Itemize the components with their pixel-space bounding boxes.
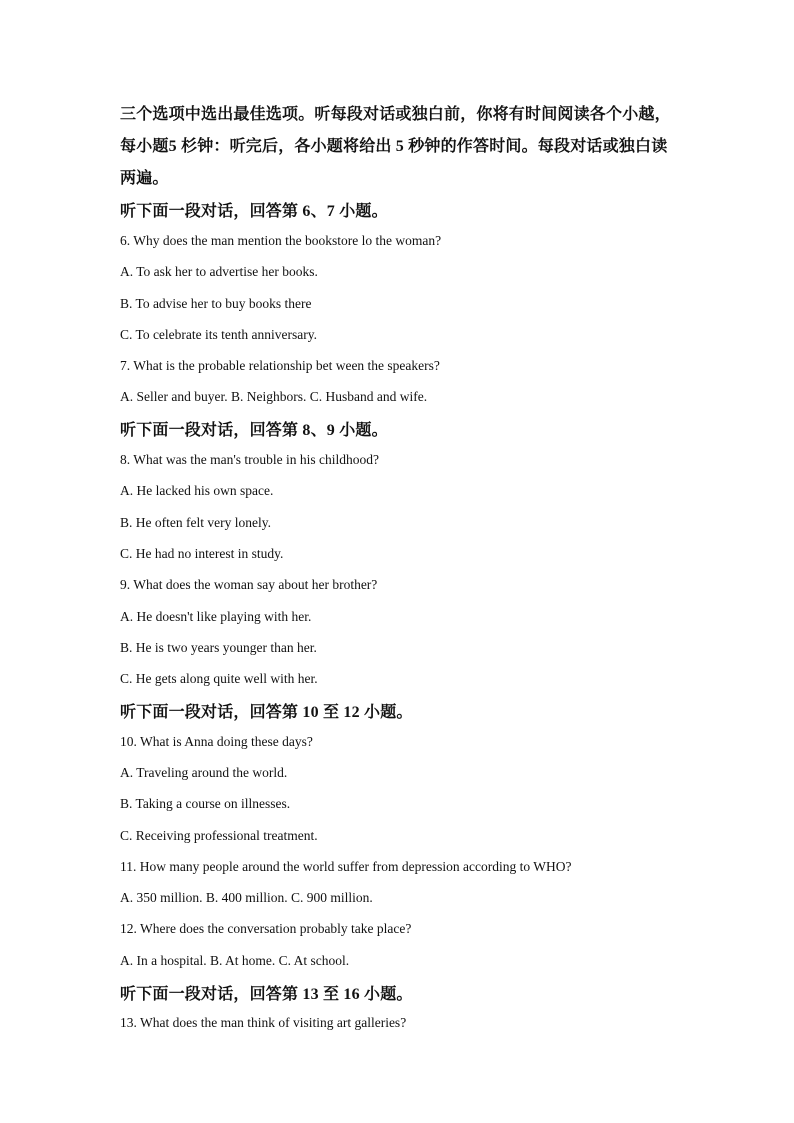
question-text: 7. What is the probable relationship bet ween the speakers? [120, 358, 440, 374]
question-text: 13. What does the man think of visiting art galleries? [120, 1015, 407, 1031]
section-instructions [120, 99, 680, 195]
answer-options-inline: A. 350 million. B. 400 million. C. 900 million. [120, 890, 373, 906]
dialogue-heading: 听下面一段对话，回答第 6、7 小题。 [120, 203, 388, 221]
instruction-line: 两遍。 [120, 170, 169, 187]
dialogue-heading: 听下面一段对话，回答第 8、9 小题。 [120, 422, 388, 440]
question-text: 8. What was the man's trouble in his childhood? [120, 452, 380, 468]
answer-option: C. Receiving professional treatment. [120, 827, 318, 843]
question-list [120, 194, 680, 1039]
dialogue-heading: 听下面一段对话，回答第 13 至 16 小题。 [120, 985, 413, 1003]
answer-options-inline: A. Seller and buyer. B. Neighbors. C. Husband and wife. [120, 389, 428, 405]
answer-options-inline: A. In a hospital. B. At home. C. At school. [120, 952, 350, 968]
answer-option: C. To celebrate its tenth anniversary. [120, 326, 317, 342]
answer-option: A. He doesn't like playing with her. [120, 608, 312, 624]
answer-option: C. He had no interest in study. [120, 545, 284, 561]
answer-option: B. He often felt very lonely. [120, 514, 271, 530]
answer-option: A. He lacked his own space. [120, 483, 274, 499]
answer-option: A. To ask her to advertise her books. [120, 264, 318, 280]
question-text: 9. What does the woman say about her brother? [120, 577, 378, 593]
question-text: 6. Why does the man mention the bookstore lo the woman? [120, 232, 442, 248]
instruction-line: 每小题5 杉钟：听完后，各小题将给出 5 秒钟的作答时间。每段对话或独白读 [120, 138, 668, 155]
answer-option: B. He is two years younger than her. [120, 639, 317, 655]
dialogue-heading: 听下面一段对话，回答第 10 至 12 小题。 [120, 703, 413, 721]
instruction-line: 三个选项中选出最佳选项。听每段对话或独白前，你将有时间阅读各个小越， [120, 106, 671, 123]
question-text: 10. What is Anna doing these days? [120, 733, 313, 749]
answer-option: C. He gets along quite well with her. [120, 671, 318, 687]
question-text: 11. How many people around the world suffer from depression according to WHO? [120, 858, 572, 874]
answer-option: B. Taking a course on illnesses. [120, 796, 291, 812]
answer-option: A. Traveling around the world. [120, 764, 288, 780]
answer-option: B. To advise her to buy books there [120, 295, 312, 311]
question-text: 12. Where does the conversation probably take place? [120, 921, 412, 937]
